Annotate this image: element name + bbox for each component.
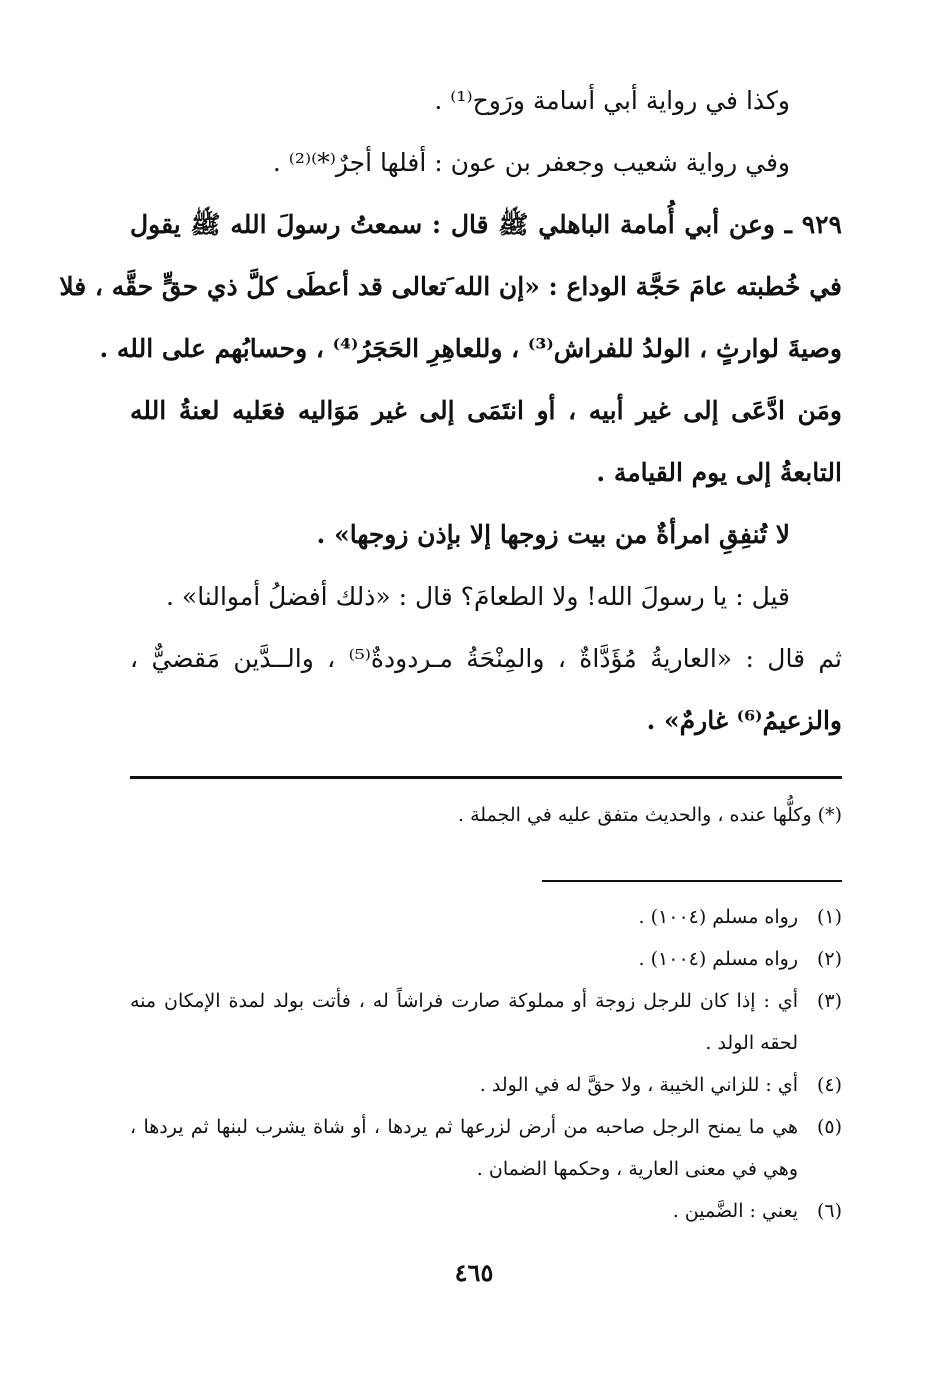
footnote-number: (١) (816, 906, 842, 928)
main-text (59, 70, 842, 752)
footnote-text: أي : إذا كان للرجل زوجة أو مملوكة صارت فراشاً له ، فأتت بولد لمدة الإمكان منه لحقه الولد . (130, 990, 798, 1054)
text-line-1: وكذا في رواية أبي أسامة ورَوح⁽¹⁾ . (434, 86, 790, 115)
footnote-text: هي ما يمنح الرجل صاحبه من أرض لزرعها ثم يردها ، أو شاة يشرب لبنها ثم يردها ، وهي في معنى العارية ، وحكمها الضمان . (130, 1116, 798, 1180)
footnote-number: (٦) (816, 1200, 842, 1222)
hadith-929-line-6: لا تُنفِقِ امرأةٌ من بيت زوجها إلا بإذن زوجها» . (316, 520, 790, 549)
footnote-3 (130, 980, 842, 1064)
page-number: ٤٦٥ (454, 1258, 494, 1287)
hadith-929-line-3: وصيةَ لوارثٍ ، الولدُ للفراش⁽³⁾ ، وللعاهِرِ الحَجَرُ⁽⁴⁾ ، وحسابُهم على الله . (99, 334, 842, 363)
footnote-number: (٥) (816, 1116, 842, 1138)
footnote-text: رواه مسلم (١٠٠٤) . (638, 906, 798, 928)
footnote-number: (٢) (816, 948, 842, 970)
footnote-short-separator (542, 880, 842, 882)
footnote-5 (130, 1106, 842, 1190)
hadith-929-line-8: ثم قال : «العاريةُ مُؤَدَّاةٌ ، والمِنْحَةُ مـردودةٌ⁽⁵⁾ ، والــدَّين مَقضيٌّ ، (130, 644, 842, 673)
text-line-2: وفي رواية شعيب وجعفر بن عون : أفلها أجرٌ⁽*⁾⁽²⁾ . (272, 148, 790, 177)
star-note: (*) وكلُّها عنده ، والحديث متفق عليه في الجملة . (458, 804, 842, 826)
footnote-2 (130, 938, 842, 980)
hadith-929-line-1: ٩٢٩ ـ وعن أبي أُمامة الباهلي ﷺ قال : سمعتُ رسولَ الله ﷺ يقول (130, 210, 842, 239)
footnote-4 (130, 1064, 842, 1106)
footnote-number: (٤) (816, 1074, 842, 1096)
footnote-1 (130, 896, 842, 938)
footnote-separator (130, 776, 842, 779)
hadith-929-line-2: في خُطبته عامَ حَجَّة الوداع : «إن الله َتعالى قد أعطَى كلَّ ذي حقٍّ حقَّه ، فلا (59, 272, 842, 301)
hadith-929-line-9: والزعيمُ⁽⁶⁾ غارمٌ» . (646, 706, 842, 735)
hadith-929-line-7: قيل : يا رسولَ الله! ولا الطعامَ؟ قال : «ذلك أفضلُ أموالنا» . (166, 582, 790, 611)
footnotes (130, 896, 842, 1232)
hadith-929-line-4: ومَن ادَّعَى إلى غير أبيه ، أو انتَمَى إلى غير مَوَاليه فعَليه لعنةُ الله (130, 396, 842, 425)
footnote-number: (٣) (816, 990, 842, 1012)
hadith-929-line-5: التابعةُ إلى يوم القيامة . (596, 458, 842, 487)
footnote-6 (130, 1190, 842, 1232)
footnote-text: أي : للزاني الخيبة ، ولا حقَّ له في الولد . (479, 1074, 798, 1096)
footnote-text: يعني : الضَّمين . (672, 1200, 798, 1222)
footnote-text: رواه مسلم (١٠٠٤) . (638, 948, 798, 970)
